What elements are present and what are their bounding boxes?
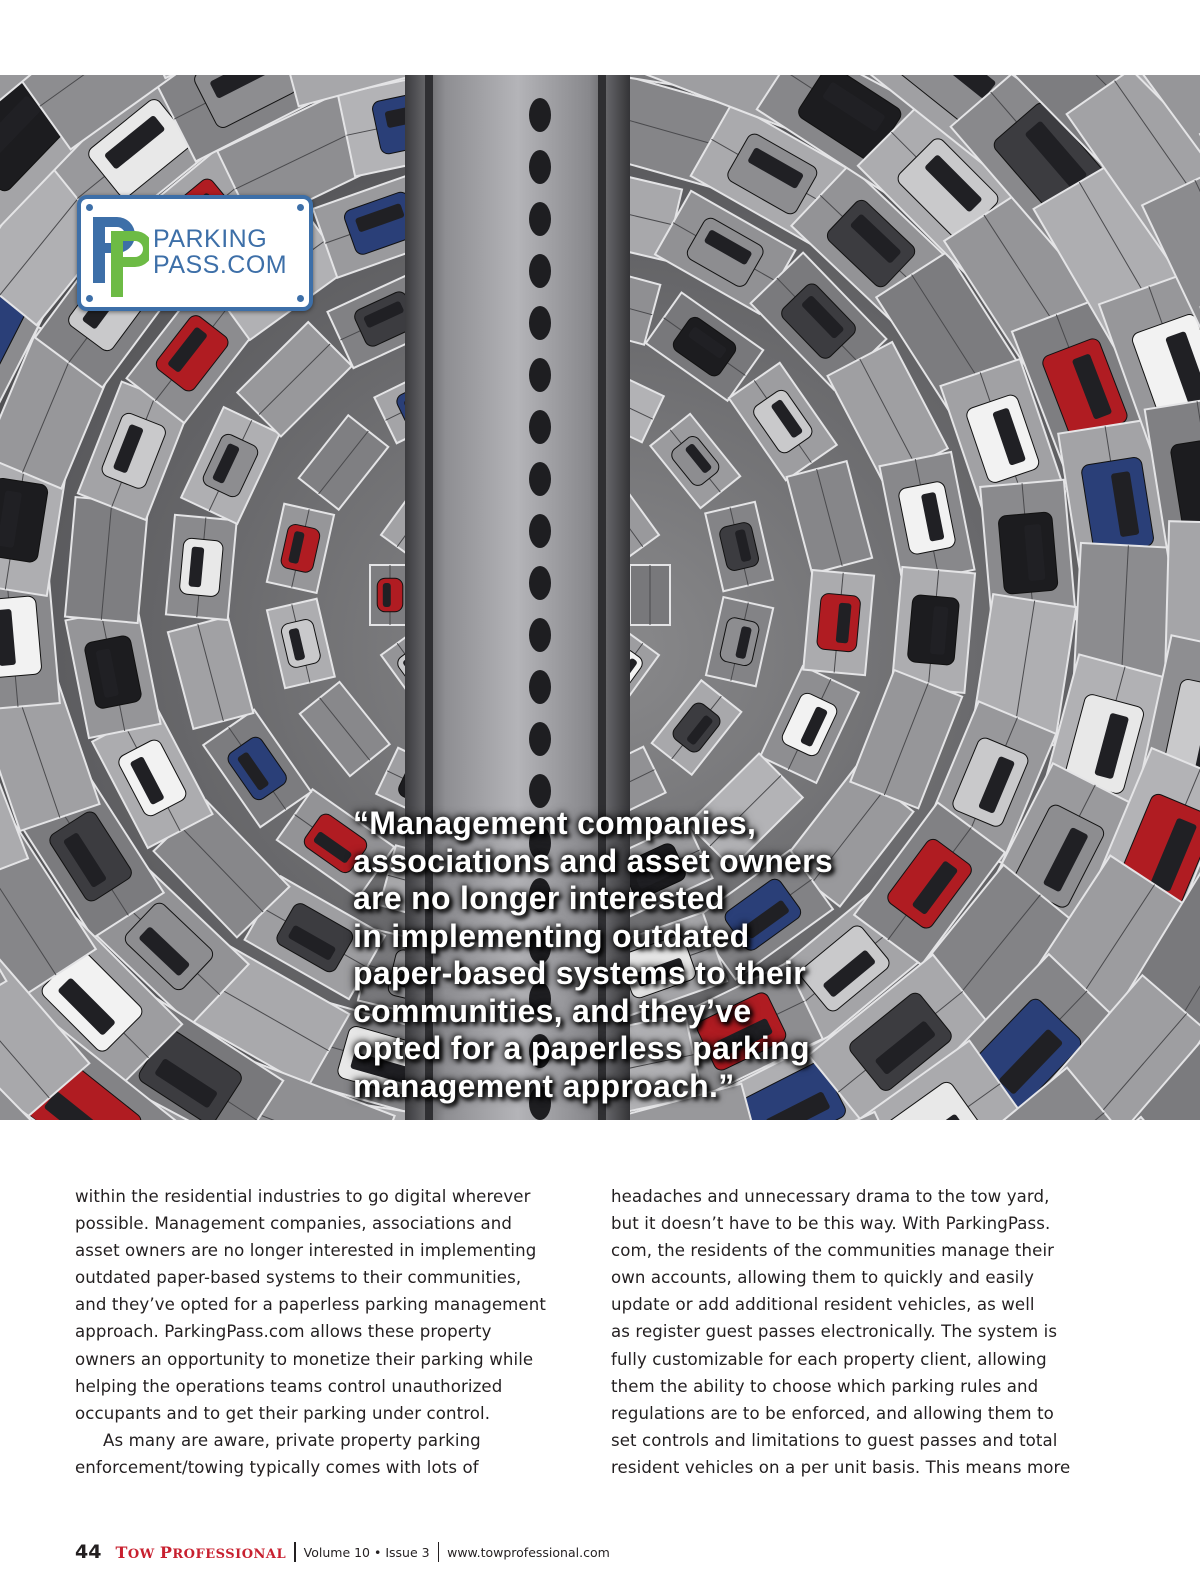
logo-bolt [297, 204, 304, 211]
body-column-right [611, 1183, 1131, 1481]
body-line: within the residential industries to go digital wherever [75, 1187, 531, 1206]
logo-text-parking: PARKING [153, 225, 268, 253]
pull-quote [353, 805, 913, 1105]
logo-bolt [86, 204, 93, 211]
website-url: www.towprofessional.com [447, 1544, 610, 1560]
logo-bolt [297, 295, 304, 302]
body-line: headaches and unnecessary drama to the tow yard, [611, 1187, 1050, 1206]
body-line: fully customizable for each property client, allowing [611, 1349, 1047, 1369]
page-number: 44 [75, 1541, 102, 1563]
footer-divider [294, 1542, 296, 1562]
body-line-paragraph-start: As many are aware, private property parking [103, 1430, 481, 1450]
body-line: and they’ve opted for a paperless parking management [75, 1295, 546, 1315]
body-line: them the ability to choose which parking rules and [611, 1376, 1039, 1396]
magazine-name-part: ROFESSIONAL [172, 1546, 287, 1562]
magazine-name-initial: P [159, 1542, 173, 1562]
body-line: enforcement/towing typically comes with lots of [75, 1457, 479, 1477]
body-line: as register guest passes electronically. The system is [611, 1322, 1058, 1342]
pull-quote-line: management approach.” [353, 1067, 735, 1104]
parkingpass-logo [77, 195, 313, 311]
pull-quote-line: associations and asset owners [353, 842, 833, 879]
body-line: resident vehicles on a per unit basis. This means more [611, 1457, 1071, 1477]
body-line: helping the operations teams control unauthorized [75, 1376, 503, 1396]
footer-divider [438, 1542, 440, 1562]
body-line: set controls and limitations to guest passes and total [611, 1430, 1058, 1450]
page-footer [75, 1539, 610, 1565]
pull-quote-line: opted for a paperless parking [353, 1030, 810, 1066]
body-line: com, the residents of the communities manage their [611, 1241, 1055, 1261]
body-line: own accounts, allowing them to quickly and easily [611, 1268, 1035, 1288]
body-line: regulations are to be enforced, and allowing them to [611, 1403, 1054, 1423]
magazine-name [115, 1543, 286, 1562]
body-line: asset owners are no longer interested in implementing [75, 1241, 537, 1261]
pp-monogram-icon [89, 211, 149, 301]
pull-quote-line: paper-based systems to their [353, 955, 806, 991]
body-line: owners an opportunity to monetize their parking while [75, 1349, 534, 1369]
body-line: but it doesn’t have to be this way. With ParkingPass. [611, 1214, 1051, 1234]
magazine-name-initial: T [115, 1542, 128, 1562]
magazine-name-part: OW [127, 1546, 155, 1562]
body-line: outdated paper-based systems to their communities, [75, 1268, 522, 1288]
body-line: possible. Management companies, associations and [75, 1214, 512, 1234]
logo-text-pass-com: PASS.COM [153, 251, 288, 279]
body-line: update or add additional resident vehicles, as well [611, 1295, 1035, 1315]
body-line: occupants and to get their parking under control. [75, 1403, 491, 1423]
issue-info: Volume 10 • Issue 3 [303, 1544, 430, 1560]
body-column-left [75, 1183, 595, 1481]
body-line: approach. ParkingPass.com allows these property [75, 1322, 492, 1342]
pull-quote-line: are no longer interested [353, 880, 725, 916]
pull-quote-line: “Management companies, [353, 805, 757, 841]
pull-quote-line: communities, and they’ve [353, 992, 752, 1029]
pull-quote-line: in implementing outdated [353, 917, 750, 954]
